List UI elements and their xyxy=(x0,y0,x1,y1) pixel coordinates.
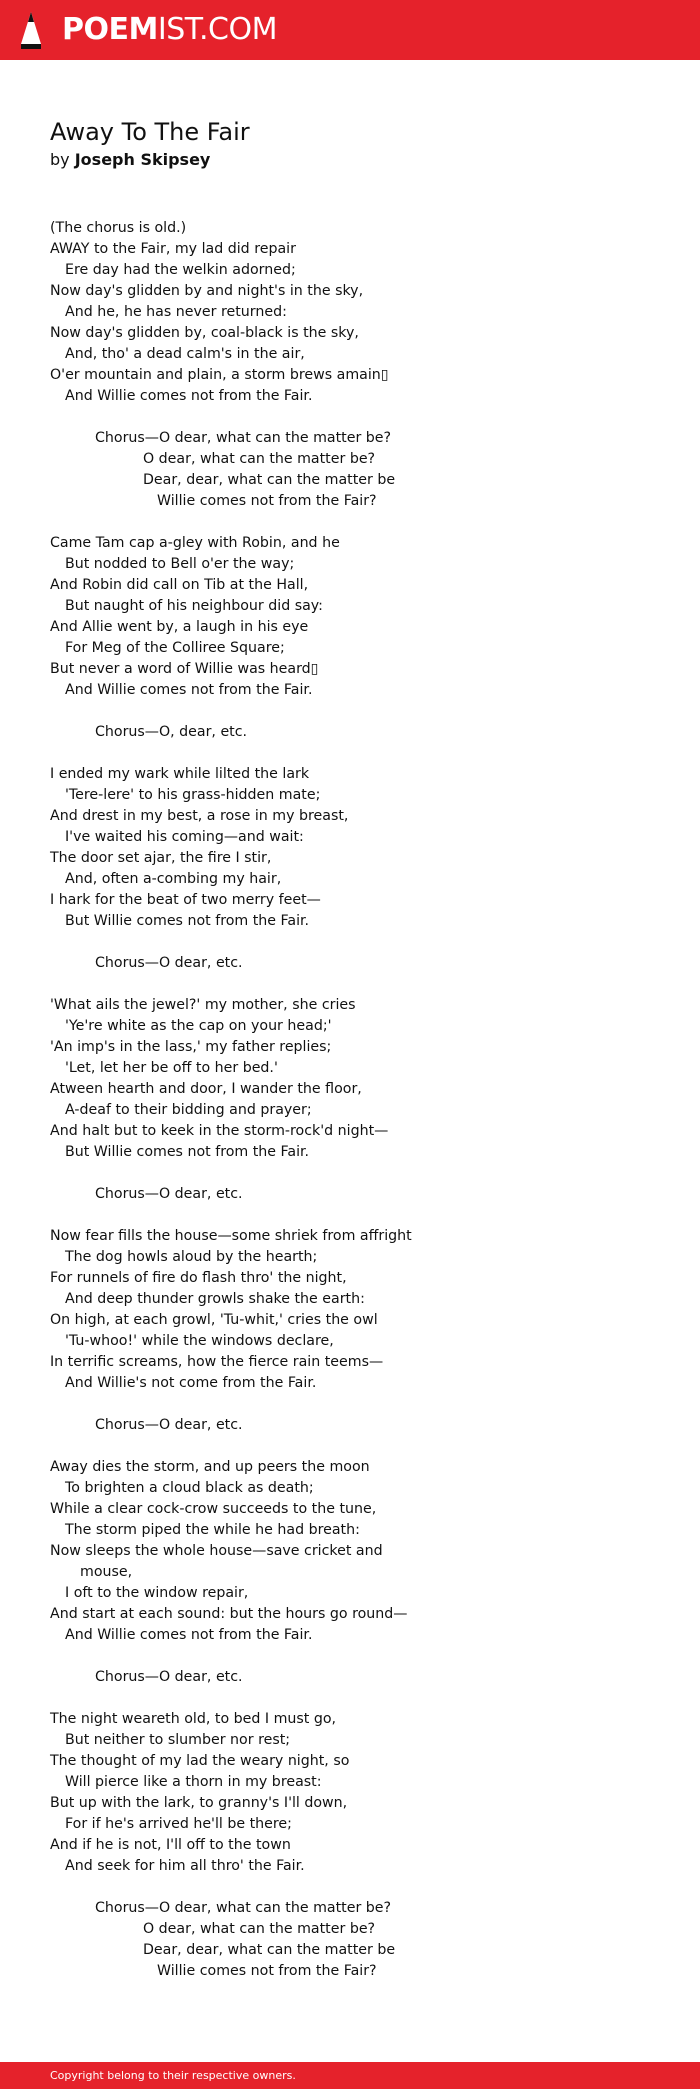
stanza-break xyxy=(50,743,670,764)
stanza-break xyxy=(50,932,670,953)
poem-line: Will pierce like a thorn in my breast: xyxy=(65,1774,322,1790)
stanza-break xyxy=(50,701,670,722)
poem-line: The door set ajar, the fire I stir, xyxy=(50,850,272,866)
poem-line: And Willie comes not from the Fair. xyxy=(65,1627,313,1643)
poem-line: And, often a-combing my hair, xyxy=(65,871,282,887)
poem-line: Chorus—O dear, what can the matter be? xyxy=(95,430,392,446)
poem-line: I hark for the beat of two merry feet— xyxy=(50,892,321,908)
site-logo[interactable] xyxy=(62,12,277,47)
poem-line: 'An imp's in the lass,' my father replies; xyxy=(50,1039,332,1055)
poem-line: Willie comes not from the Fair? xyxy=(157,493,377,509)
author-name[interactable]: Joseph Skipsey xyxy=(74,150,211,169)
poem-line: The storm piped the while he had breath: xyxy=(65,1522,360,1538)
poem-line: For if he's arrived he'll be there; xyxy=(65,1816,292,1832)
poem-line: But never a word of Willie was heard▯ xyxy=(50,661,319,677)
stanza-break xyxy=(50,1877,670,1898)
poem-line: Ere day had the welkin adorned; xyxy=(65,262,296,278)
poem-line: O dear, what can the matter be? xyxy=(143,1921,376,1937)
poem-line: For runnels of fire do flash thro' the night, xyxy=(50,1270,347,1286)
poem-line: Dear, dear, what can the matter be xyxy=(143,1942,396,1958)
pencil-logo-icon[interactable] xyxy=(18,10,44,50)
poem-line: 'Ye're white as the cap on your head;' xyxy=(65,1018,332,1034)
poem-line: To brighten a cloud black as death; xyxy=(65,1480,314,1496)
poem-line: In terrific screams, how the fierce rain teems— xyxy=(50,1354,384,1370)
poem-line: I ended my wark while lilted the lark xyxy=(50,766,310,782)
poem-line: But Willie comes not from the Fair. xyxy=(65,913,310,929)
poem-line: The thought of my lad the weary night, so xyxy=(50,1753,350,1769)
poem-line: Away dies the storm, and up peers the moon xyxy=(50,1459,370,1475)
poem-line: mouse, xyxy=(80,1564,133,1580)
poem-line: For Meg of the Colliree Square; xyxy=(65,640,285,656)
poem-line: Chorus—O, dear, etc. xyxy=(95,724,248,740)
poem-line: On high, at each growl, 'Tu-whit,' cries the owl xyxy=(50,1312,378,1328)
stanza-break xyxy=(50,1688,670,1709)
poem-line: And seek for him all thro' the Fair. xyxy=(65,1858,305,1874)
poem-line: Chorus—O dear, etc. xyxy=(95,955,243,971)
poem-line: Now day's glidden by and night's in the sky, xyxy=(50,283,364,299)
poem-line: And Willie comes not from the Fair. xyxy=(65,388,313,404)
poem-line: A-deaf to their bidding and prayer; xyxy=(65,1102,312,1118)
poem-line: But up with the lark, to granny's I'll down, xyxy=(50,1795,348,1811)
copyright-text: Copyright belong to their respective owners. xyxy=(50,2069,296,2082)
poem-line: And, tho' a dead calm's in the air, xyxy=(65,346,305,362)
stanza-break xyxy=(50,1394,670,1415)
poem-line: Chorus—O dear, etc. xyxy=(95,1669,243,1685)
stanza-break xyxy=(50,512,670,533)
poem-line: Chorus—O dear, what can the matter be? xyxy=(95,1900,392,1916)
poem-line: And drest in my best, a rose in my breast, xyxy=(50,808,349,824)
poem-line: And Robin did call on Tib at the Hall, xyxy=(50,577,309,593)
poem-line: (The chorus is old.) xyxy=(50,220,187,236)
poem-line: O'er mountain and plain, a storm brews amain▯ xyxy=(50,367,389,383)
poem-line: And if he is not, I'll off to the town xyxy=(50,1837,291,1853)
by-label: by xyxy=(50,150,70,169)
poem-line: 'Tu-whoo!' while the windows declare, xyxy=(65,1333,334,1349)
poem-line: But naught of his neighbour did say: xyxy=(65,598,323,614)
poem-line: AWAY to the Fair, my lad did repair xyxy=(50,241,296,257)
poem-line: Now fear fills the house—some shriek from affright xyxy=(50,1228,412,1244)
poem-line: Atween hearth and door, I wander the floor, xyxy=(50,1081,362,1097)
poem-line: Dear, dear, what can the matter be xyxy=(143,472,396,488)
stanza-break xyxy=(50,407,670,428)
stanza-break xyxy=(50,1436,670,1457)
poem-line: And halt but to keek in the storm-rock'd night— xyxy=(50,1123,389,1139)
poem-line: 'Let, let her be off to her bed.' xyxy=(65,1060,278,1076)
poem-line: Willie comes not from the Fair? xyxy=(157,1963,377,1979)
poem-line: Came Tam cap a-gley with Robin, and he xyxy=(50,535,340,551)
poem-line: And deep thunder growls shake the earth: xyxy=(65,1291,365,1307)
poem-line: Chorus—O dear, etc. xyxy=(95,1417,243,1433)
poem-line: But nodded to Bell o'er the way; xyxy=(65,556,295,572)
logo-bold-text: POEM xyxy=(62,12,158,47)
poem-line: And Willie's not come from the Fair. xyxy=(65,1375,317,1391)
poem-line: The night weareth old, to bed I must go, xyxy=(50,1711,337,1727)
poem-line: And Allie went by, a laugh in his eye xyxy=(50,619,309,635)
stanza-break xyxy=(50,1205,670,1226)
poem-body xyxy=(50,218,670,1982)
poem-line: 'Tere-lere' to his grass-hidden mate; xyxy=(65,787,321,803)
poem-line: I oft to the window repair, xyxy=(65,1585,249,1601)
site-footer xyxy=(0,2062,700,2089)
poem-line: O dear, what can the matter be? xyxy=(143,451,376,467)
poem-heading xyxy=(50,117,250,171)
byline xyxy=(50,149,250,171)
poem-line: And he, he has never returned: xyxy=(65,304,287,320)
stanza-break xyxy=(50,1163,670,1184)
poem-line: But neither to slumber nor rest; xyxy=(65,1732,291,1748)
poem-line: The dog howls aloud by the hearth; xyxy=(65,1249,318,1265)
poem-line: But Willie comes not from the Fair. xyxy=(65,1144,310,1160)
logo-light-text: IST.COM xyxy=(157,12,277,47)
poem-line: Now day's glidden by, coal-black is the sky, xyxy=(50,325,359,341)
stanza-break xyxy=(50,1646,670,1667)
poem-line: And start at each sound: but the hours go round— xyxy=(50,1606,408,1622)
poem-title: Away To The Fair xyxy=(50,118,250,146)
poem-line: Chorus—O dear, etc. xyxy=(95,1186,243,1202)
poem-line: Now sleeps the whole house—save cricket and xyxy=(50,1543,383,1559)
stanza-break xyxy=(50,974,670,995)
poem-line: 'What ails the jewel?' my mother, she cries xyxy=(50,997,356,1013)
poem-line: While a clear cock-crow succeeds to the tune, xyxy=(50,1501,377,1517)
poem-line: And Willie comes not from the Fair. xyxy=(65,682,313,698)
site-header xyxy=(0,0,700,60)
poem-line: I've waited his coming—and wait: xyxy=(65,829,304,845)
